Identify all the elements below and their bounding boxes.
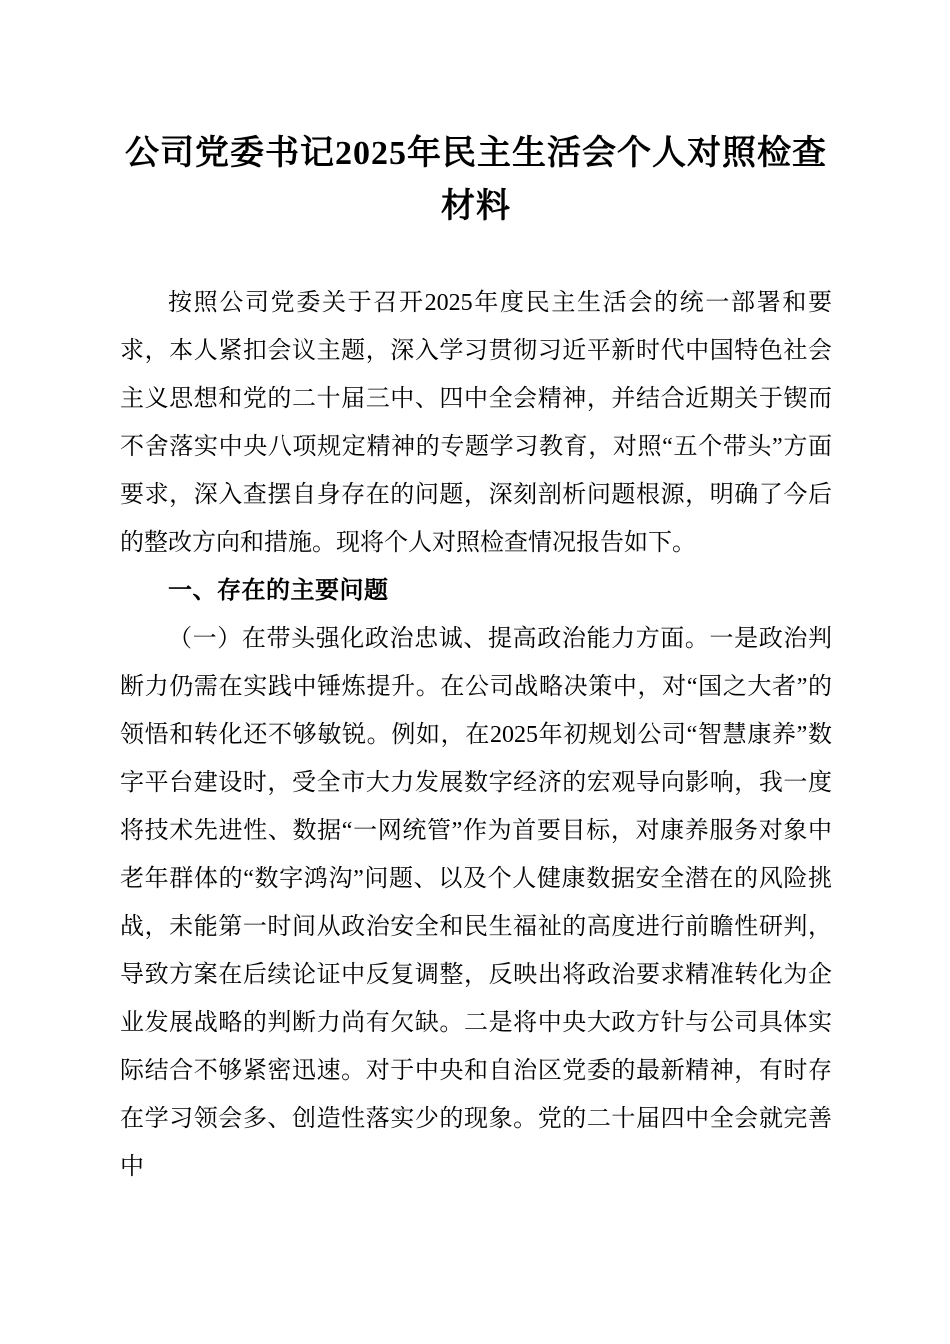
paragraph-intro: 按照公司党委关于召开2025年度民主生活会的统一部署和要求，本人紧扣会议主题，深入学习贯彻习近平新时代中国特色社会主义思想和党的二十届三中、四中全会精神，并结合近期关于锲而不舍落实中央八项规定精神的专题学习教育，对照“五个带头”方面要求，深入查摆自身存在的问题，深刻剖析问题根源，明确了今后的整改方向和措施。现将个人对照检查情况报告如下。 xyxy=(120,290,832,557)
paragraph-problem-one: （一）在带头强化政治忠诚、提高政治能力方面。一是政治判断力仍需在实践中锤炼提升。在公司战略决策中，对“国之大者”的领悟和转化还不够敏锐。例如，在2025年初规划公司“智慧康养”数字平台建设时，受全市大力发展数字经济的宏观导向影响，我一度将技术先进性、数据“一网统管”作为首要目标，对康养服务对象中老年群体的“数字鸿沟”问题、以及个人健康数据安全潜在的风险挑战，未能第一时间从政治安全和民生福祉的高度进行前瞻性研判，导致方案在后续论证中反复调整，反映出将政治要求精准转化为企业发展战略的判断力尚有欠缺。二是将中央大政方针与公司具体实际结合不够紧密迅速。对于中央和自治区党委的最新精神，有时存在学习领会多、创造性落实少的现象。党的二十届四中全会就完善中 xyxy=(120,626,832,1181)
section-heading-main-problems: 一、存在的主要问题 xyxy=(168,577,389,605)
document-title: 公司党委书记2025年民主生活会个人对照检查材料 xyxy=(125,135,827,225)
